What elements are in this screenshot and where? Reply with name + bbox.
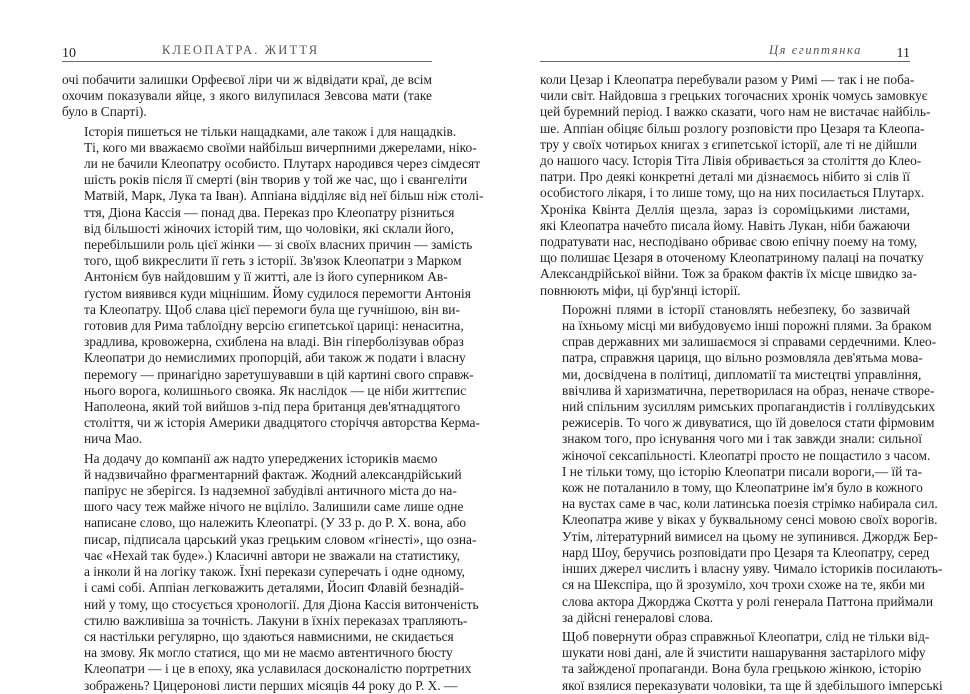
text-line: перемогу — принагідно заретушувавши в цій картині свого справж- [84, 366, 474, 382]
text-line: писар, підписала царський указ грецьким словом «гінесті», що озна- [84, 531, 477, 547]
paragraph [540, 301, 943, 626]
text-line: нард Шоу, беручись розповідати про Цезаря та Клеопатру, серед [562, 544, 930, 560]
text-line: на їхньому місці ми вибудовуємо інші порожні плями. За браком [562, 318, 932, 334]
text-line: ввічлива й харизматична, перетворилася на образ, неначе створе- [562, 382, 935, 398]
text-line: кож не поталанило в тому, що Клеопатрине ім'я було в кожного [562, 480, 923, 496]
text-line: подратувати нас, несподівано обриває свою епічну поему на тому, [540, 234, 918, 250]
text-line: справ державних ми залишаємося зі справами сердечними. Клео- [562, 334, 937, 350]
text-line: Клеопатри — і це в епоху, яка уславилася досконалістю портретних [84, 661, 472, 677]
text-line: Ті, кого ми вважаємо своїми найбільш вичерпними джерелами, ніко- [84, 139, 477, 155]
text-line: століття, чи ж історія Америки двадцятого сторіччя авторства Керма- [84, 415, 480, 431]
running-head: Ця єгиптянка [769, 43, 862, 57]
text-line: Александрійської війни. Тож за браком фактів їх місце швидко за- [540, 266, 917, 282]
text-line: було в Спарті). [62, 104, 147, 120]
paragraph [540, 72, 931, 299]
text-line: режисерів. То чого ж дивуватися, що їй довелося стати фірмовим [562, 415, 935, 431]
text-line: зрадлива, кровожерна, схиблена на владі. Він гіперболізував образ [84, 334, 464, 350]
text-line: якої взялися переказувати чоловіки, та ще й здебільшого імперські [562, 677, 943, 693]
text-line: ли не бачили Клеопатру особисто. Плутарх народився через сімдесят [84, 156, 481, 172]
text-line: охочим показували яйце, з якого вилупилася Зевсова мати (таке [62, 88, 432, 104]
text-line: на змову. Як могло статися, що ми не маємо автентичного бюсту [84, 645, 453, 661]
text-line: інших джерел числить і власну уяву. Чимало істориків посилають- [562, 561, 943, 577]
text-line: й надзвичайно фрагментарний фактаж. Жодний александрійський [84, 466, 462, 482]
text-line: та зайжденої пропаганди. Вона була грецькою жінкою, історію [562, 661, 922, 677]
text-line: коли Цезар і Клеопатра перебували разом у Римі — так і не поба- [540, 72, 915, 87]
text-line: особистого лікаря, і то лише тому, що на них посилається Плутарх. [540, 185, 925, 201]
text-line: а інколи й на логіку також. Їхні перекази суперечать і одне одному, [84, 564, 465, 580]
text-line: які Клеопатра начебто писала йому. Навіть Лукан, ніби бажаючи [540, 217, 910, 233]
paragraph [62, 123, 484, 448]
text-line: перебільшили роль цієї жінки — зі своїх власних причин — замість [84, 237, 473, 253]
text-line: ний у тому, що стосується хронології. Для Діона Кассія витонченість [84, 596, 479, 612]
text-line: Наполеона, який той вийшов з-під пера британця дев'ятнадцятого [84, 399, 461, 415]
text-line: ся настільки регулярно, що здаються навмисними, не скидається [84, 628, 454, 644]
text-line: нича Мао. [84, 431, 143, 447]
left-page-text [62, 72, 484, 694]
right-page [540, 0, 943, 693]
text-line: слова актора Джорджа Скотта у ролі генерала Паттона приймали [562, 593, 933, 609]
text-line: На додачу до компанії аж надто упереджених істориків маємо [84, 450, 438, 466]
page-number: 10 [62, 46, 76, 61]
text-line: очі побачити залишки Орфеєвої ліри чи ж відвідати краї, де всім [62, 72, 432, 87]
text-line: Хроніка Квінта Деллія щезла, зараз із сороміцькими листами, [540, 201, 910, 217]
text-line: нього ворога, колишнього свояка. Як наслідок — це ніби життєпис [84, 382, 467, 398]
text-line: за дійсні генералові слова. [562, 609, 714, 625]
text-line: написане слово, що належить Клеопатрі. (У 33 р. до Р. Х. вона, або [84, 515, 467, 531]
text-line: чили світ. Найдовша з грецьких тогочасних хронік чомусь замовкує [540, 88, 928, 104]
right-page-text [540, 72, 943, 694]
text-line: Клеопатри до немислимих пропорцій, аби також ж подати і власну [84, 350, 466, 366]
text-line: Історія пишеться не тільки нащадками, але також і для нащадків. [84, 123, 457, 139]
left-page-header [62, 41, 432, 62]
text-line: Антонієм був найдовшим у її житті, але із його суперником Ав- [84, 269, 448, 285]
paragraph [62, 450, 479, 694]
text-line: ше. Аппіан обіцяє більш розлогу розповісти про Цезаря та Клеопа- [540, 120, 925, 136]
text-line: від більшості жіночих історій тим, що чоловіки, які склали його, [84, 220, 454, 236]
text-line: Щоб повернути образ справжньої Клеопатри, слід не тільки від- [562, 628, 930, 644]
text-line: ний спільним зусиллям римських пропагандистів і голлівудських [562, 399, 936, 415]
text-line: І не тільки тому, що історію Клеопатри писали вороги,— їй та- [562, 463, 923, 479]
text-line: і самі собі. Аппіан легковажить деталями, Йосип Флавій безнадій- [84, 580, 464, 596]
text-line: зображень? Цицеронові листи перших місяців 44 року до Р. Х. — [84, 677, 458, 693]
running-head: КЛЕОПАТРА. ЖИТТЯ [162, 43, 320, 57]
text-line: шість років після її смерті (він творив у той же час, що і євангеліти [84, 172, 468, 188]
text-line: тру у своїх чотирьох книгах з єгипетської історії, але ті не дійшли [540, 136, 917, 152]
text-line: знаком того, про існування чого ми і так завжди знали: сильної [562, 431, 922, 447]
page-number: 11 [896, 46, 910, 61]
text-line: та Клеопатру. Щоб слава цієї перемоги була ще гучнішою, він ви- [84, 301, 460, 317]
text-line: Клеопатра живе у віках у буквальному сенсі мовою своїх ворогів. [562, 512, 938, 528]
text-line: чає «Нехай так буде».) Класичні автори не зважали на статистику, [84, 547, 460, 563]
left-page [62, 0, 484, 693]
text-line: повнюють міфи, ці бур'янці історії. [540, 282, 741, 298]
text-line: Порожні плями в історії становлять небезпеку, бо зазвичай [562, 301, 910, 317]
text-line: шукати нові дані, але й зчистити нашарування застарілого міфу [562, 645, 926, 661]
text-line: ся на Шекспіра, що й зрозуміло, хоч трохи схоже на те, якби ми [562, 577, 925, 593]
text-line: Матвій, Марк, Лука та Іван). Аппіана відділяє від неї більш ніж столі- [84, 188, 484, 204]
text-line: ття, Діона Кассія — понад два. Переказ про Клеопатру різниться [84, 204, 455, 220]
right-page-header [540, 41, 910, 62]
text-line: того, щоб викреслити її геть з історії. Зв'язок Клеопатри з Марком [84, 253, 462, 269]
text-line: патра, справжня цариця, що вільно розмовляла дев'ятьма мова- [562, 350, 923, 366]
text-line: що полишає Цезаря в оточеному Клеопатриному палаці на початку [540, 250, 924, 266]
text-line: ми, досвідчена в політиці, дипломатії та мистецтві управління, [562, 366, 922, 382]
text-line: жіночої сексапільності. Клеопатрі просто не пощастило з часом. [562, 447, 931, 463]
paragraph [62, 72, 432, 121]
text-line: на вустах саме в час, коли латинська поезія стрімко набирала сил. [562, 496, 938, 512]
text-line: папірус не зберігся. Із надземної забудівлі античного міста до на- [84, 483, 457, 499]
paragraph [540, 628, 943, 694]
text-line: стилю важливіша за точність. Лакуни в їхніх переказах трапляють- [84, 612, 468, 628]
text-line: до нашого часу. Історія Тіта Лівія обривається за століття до Клео- [540, 153, 922, 169]
text-line: патри. Про деякі конкретні деталі ми дізнаємось нібито зі слів її [540, 169, 910, 185]
text-line: ґустом виявився куди міцнішим. Йому судилося перемогти Антонія [84, 285, 471, 301]
text-line: цей буремний період. І важко сказати, чого нам не вистачає найбіль- [540, 104, 931, 120]
text-line: Утім, літературний вимисел на цьому не зупинився. Джордж Бер- [562, 528, 938, 544]
text-line: шого часу теж майже нічого не вціліло. Залишили саме лише одне [84, 499, 464, 515]
text-line: готовив для Рима таблоїдну версію єгипетської цариці: ненаситна, [84, 318, 464, 334]
